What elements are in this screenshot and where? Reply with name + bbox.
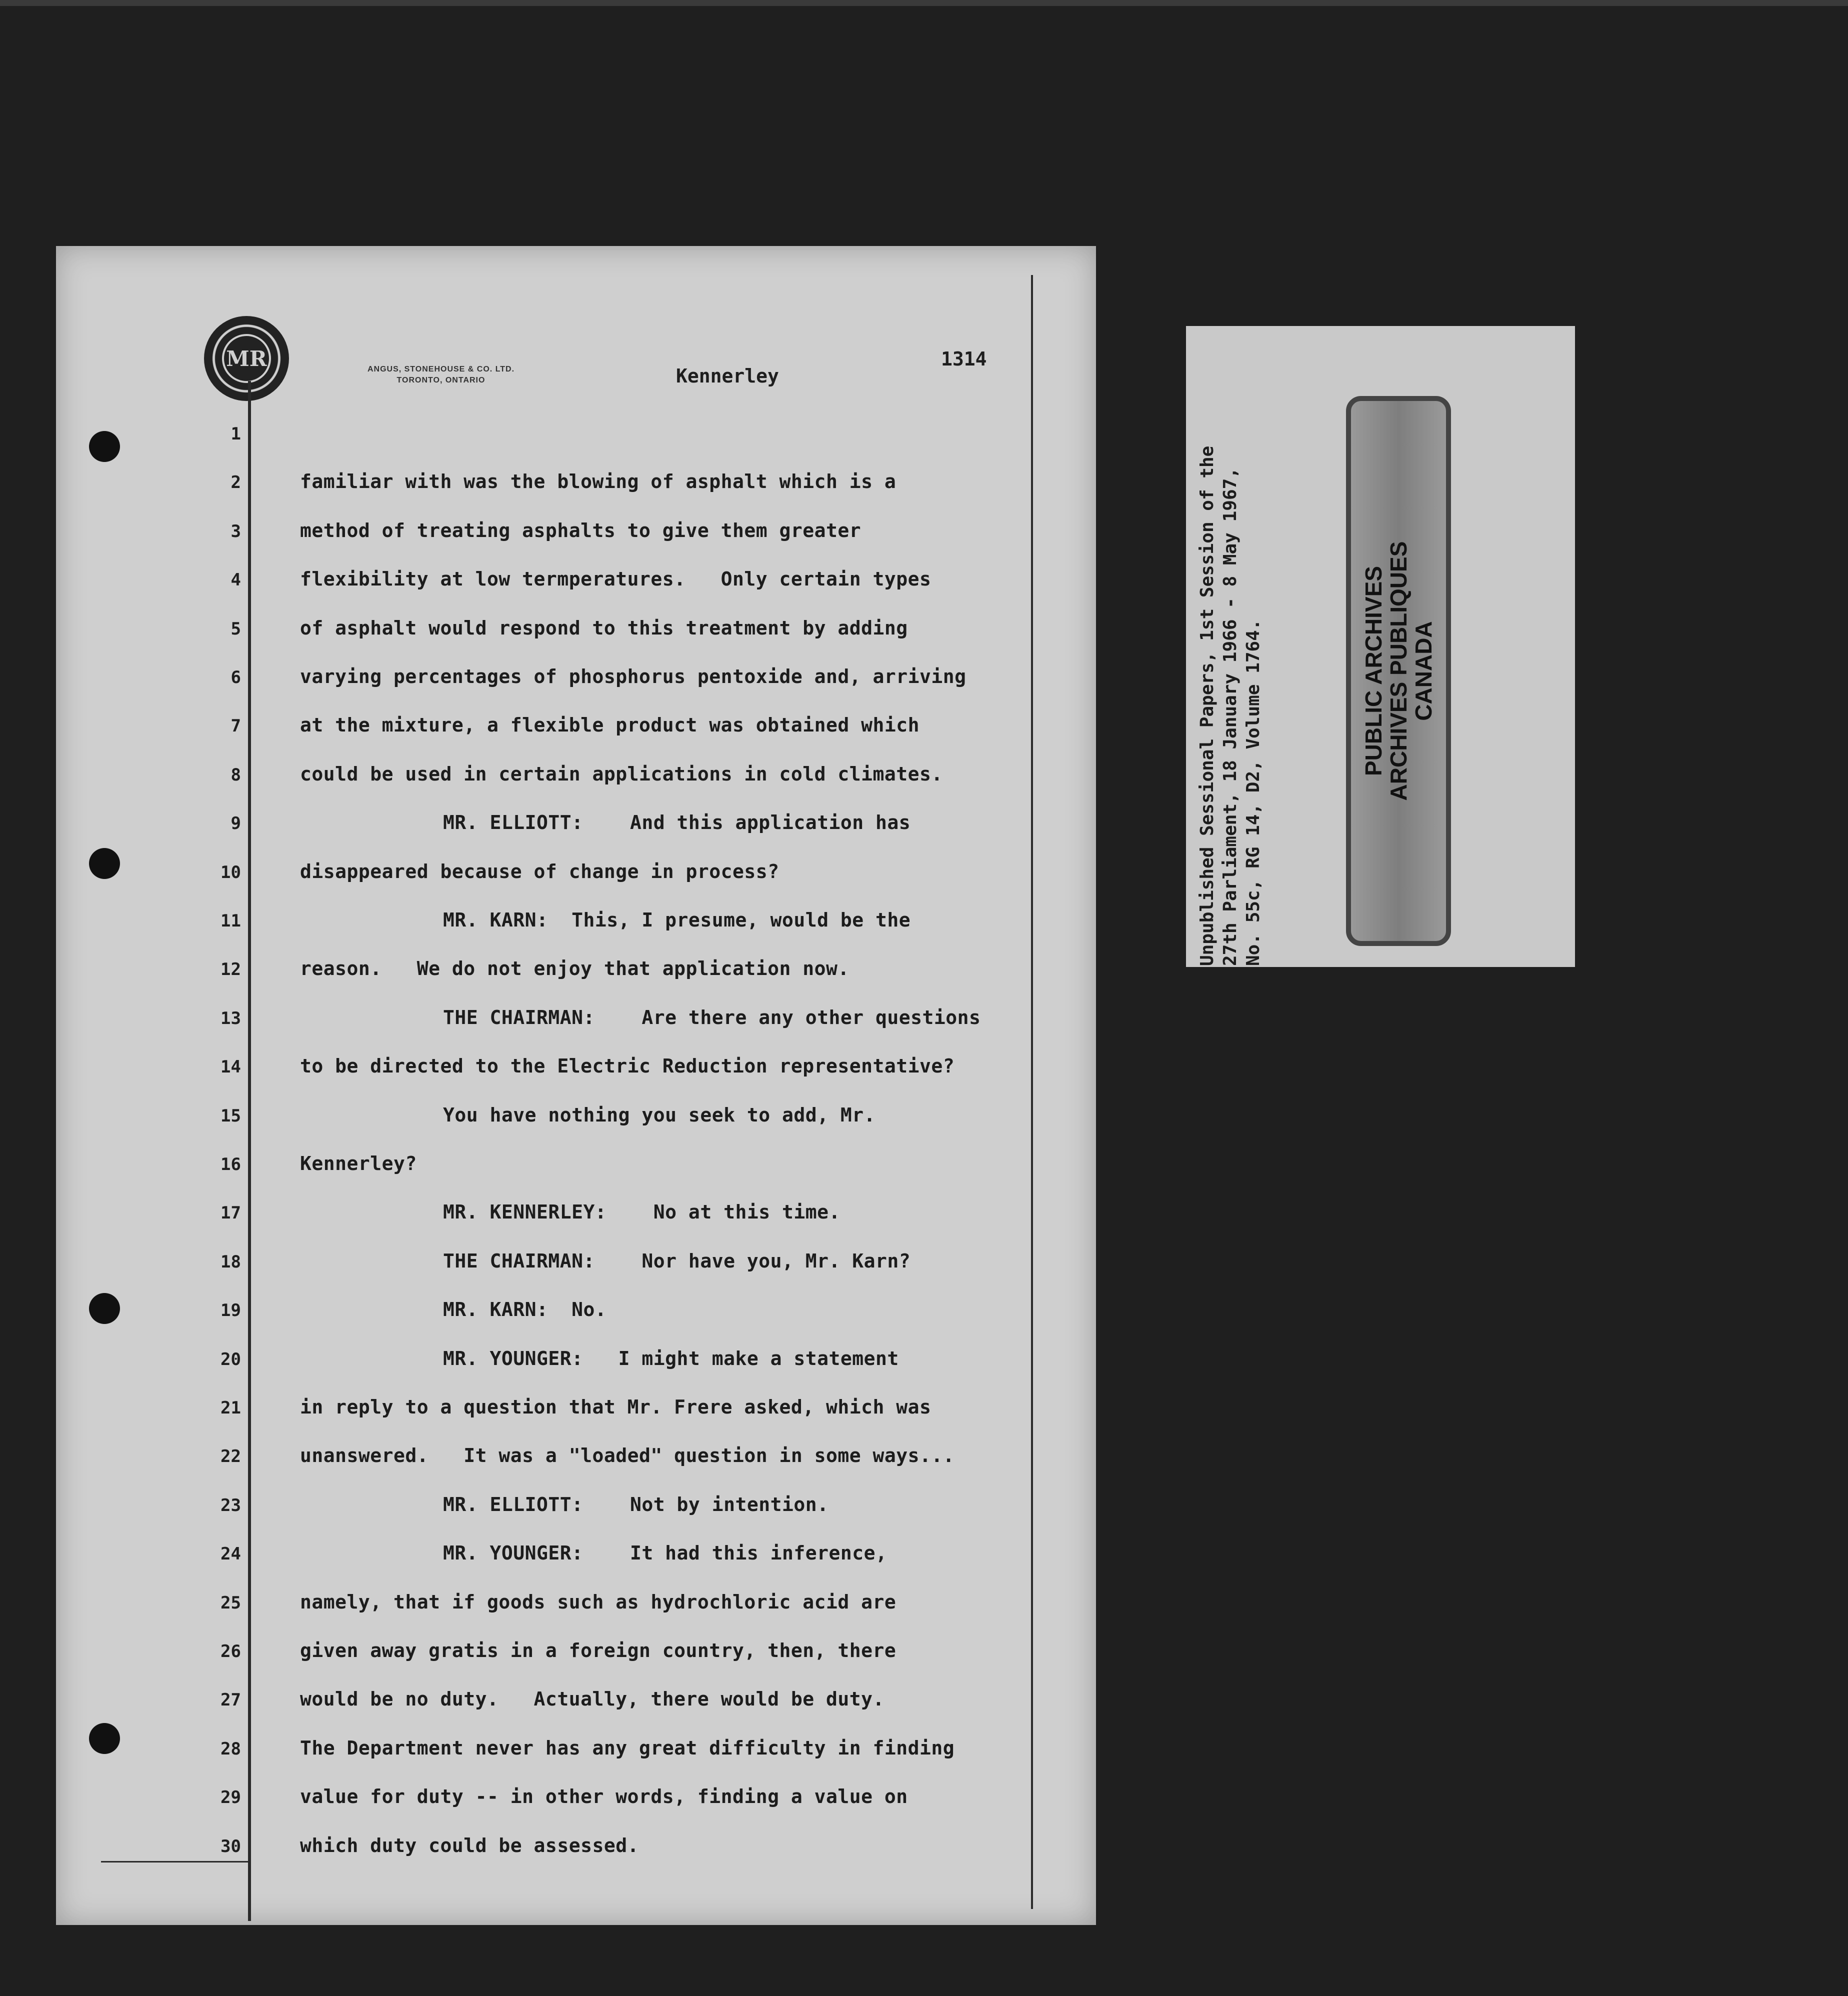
bottom-rule xyxy=(101,1861,248,1862)
transcript-line: could be used in certain applications in cold climates. xyxy=(300,763,943,785)
transcript-line: in reply to a question that Mr. Frere asked, which was xyxy=(300,1396,932,1418)
transcript-line: disappeared because of change in process? xyxy=(300,860,780,882)
stamp-line: ARCHIVES PUBLIQUES xyxy=(1386,541,1412,801)
film-edge xyxy=(0,0,1848,6)
binder-hole xyxy=(89,1723,120,1754)
transcript-line: MR. KARN: No. xyxy=(443,1298,607,1320)
transcript-line: value for duty -- in other words, finding a value on xyxy=(300,1786,908,1808)
page-number: 1314 xyxy=(941,348,987,370)
line-number: 12 xyxy=(220,960,241,980)
line-number: 28 xyxy=(220,1739,241,1759)
line-number: 2 xyxy=(230,472,241,492)
transcript-line: at the mixture, a flexible product was obtained which xyxy=(300,714,920,736)
transcript-line: namely, that if goods such as hydrochloric acid are xyxy=(300,1591,896,1613)
binder-hole xyxy=(89,1293,120,1324)
transcript-line: of asphalt would respond to this treatment by adding xyxy=(300,617,908,639)
archive-stamp xyxy=(1346,396,1451,946)
transcript-line: unanswered. It was a "loaded" question in some ways... xyxy=(300,1444,955,1466)
line-number: 3 xyxy=(230,522,241,542)
line-number: 5 xyxy=(230,619,241,639)
stamp-line: PUBLIC ARCHIVES xyxy=(1360,566,1386,776)
seal-monogram: MR xyxy=(222,334,271,383)
transcript-line: THE CHAIRMAN: Nor have you, Mr. Karn? xyxy=(443,1250,911,1272)
transcript-line: MR. YOUNGER: I might make a statement xyxy=(443,1348,899,1370)
citation-line: No. 55c, RG 14, D2, Volume 1764. xyxy=(1243,619,1264,966)
transcript-line: MR. KARN: This, I presume, would be the xyxy=(443,909,911,931)
transcript-line: would be no duty. Actually, there would be duty. xyxy=(300,1688,884,1710)
transcript-line: THE CHAIRMAN: Are there any other questions xyxy=(443,1006,981,1028)
citation-line: 27th Parliament, 18 January 1966 - 8 May 1967, xyxy=(1220,468,1240,966)
firm-city: TORONTO, ONTARIO xyxy=(396,376,486,384)
line-number: 19 xyxy=(220,1300,241,1320)
archive-card xyxy=(1186,326,1575,967)
margin-rule-left xyxy=(248,381,251,1921)
transcript-line: MR. KENNERLEY: No at this time. xyxy=(443,1201,840,1223)
line-number: 23 xyxy=(220,1496,241,1516)
transcript-line: which duty could be assessed. xyxy=(300,1834,639,1856)
transcript-line: You have nothing you seek to add, Mr. xyxy=(443,1104,876,1126)
transcript-line: reason. We do not enjoy that application now. xyxy=(300,958,850,980)
archive-citation xyxy=(1196,346,1265,966)
reporter-seal-logo xyxy=(204,316,289,401)
line-number: 24 xyxy=(220,1544,241,1564)
transcript-line: flexibility at low termperatures. Only certain types xyxy=(300,568,932,590)
line-number: 15 xyxy=(220,1106,241,1126)
line-number: 17 xyxy=(220,1203,241,1223)
line-number: 7 xyxy=(230,716,241,736)
line-number: 11 xyxy=(220,911,241,931)
line-number: 21 xyxy=(220,1398,241,1418)
binder-hole xyxy=(89,848,120,879)
line-number: 6 xyxy=(230,668,241,688)
line-number: 14 xyxy=(220,1057,241,1077)
witness-header: Kennerley xyxy=(676,365,779,387)
binder-hole xyxy=(89,431,120,462)
line-number: 26 xyxy=(220,1642,241,1662)
line-number: 4 xyxy=(230,570,241,590)
transcript-line: MR. YOUNGER: It had this inference, xyxy=(443,1542,888,1564)
line-number: 29 xyxy=(220,1788,241,1808)
firm-letterhead xyxy=(316,364,566,386)
line-number: 9 xyxy=(230,814,241,834)
line-number: 10 xyxy=(220,862,241,882)
transcript-page xyxy=(56,246,1096,1925)
line-number: 1 xyxy=(230,424,241,444)
line-number: 16 xyxy=(220,1154,241,1174)
citation-line: Unpublished Sessional Papers, 1st Session of the xyxy=(1197,446,1218,966)
transcript-line: MR. ELLIOTT: And this application has xyxy=(443,812,911,834)
transcript-line: Kennerley? xyxy=(300,1152,417,1174)
firm-name: ANGUS, STONEHOUSE & CO. LTD. xyxy=(367,365,515,374)
margin-rule-right xyxy=(1031,275,1033,1909)
transcript-line: familiar with was the blowing of asphalt which is a xyxy=(300,470,896,492)
transcript-line: given away gratis in a foreign country, then, there xyxy=(300,1640,896,1662)
line-number: 22 xyxy=(220,1446,241,1466)
line-number: 8 xyxy=(230,765,241,785)
line-number: 27 xyxy=(220,1690,241,1710)
line-number: 20 xyxy=(220,1350,241,1370)
transcript-line: The Department never has any great difficulty in finding xyxy=(300,1737,955,1759)
line-number: 13 xyxy=(220,1008,241,1028)
transcript-line: method of treating asphalts to give them greater xyxy=(300,520,862,542)
stamp-line: CANADA xyxy=(1410,621,1436,721)
transcript-line: to be directed to the Electric Reduction representative? xyxy=(300,1055,955,1077)
line-number: 30 xyxy=(220,1836,241,1856)
line-number: 25 xyxy=(220,1593,241,1613)
stamp-text xyxy=(1361,446,1436,896)
transcript-line: varying percentages of phosphorus pentoxide and, arriving xyxy=(300,666,966,688)
transcript-line: MR. ELLIOTT: Not by intention. xyxy=(443,1494,829,1516)
line-number: 18 xyxy=(220,1252,241,1272)
